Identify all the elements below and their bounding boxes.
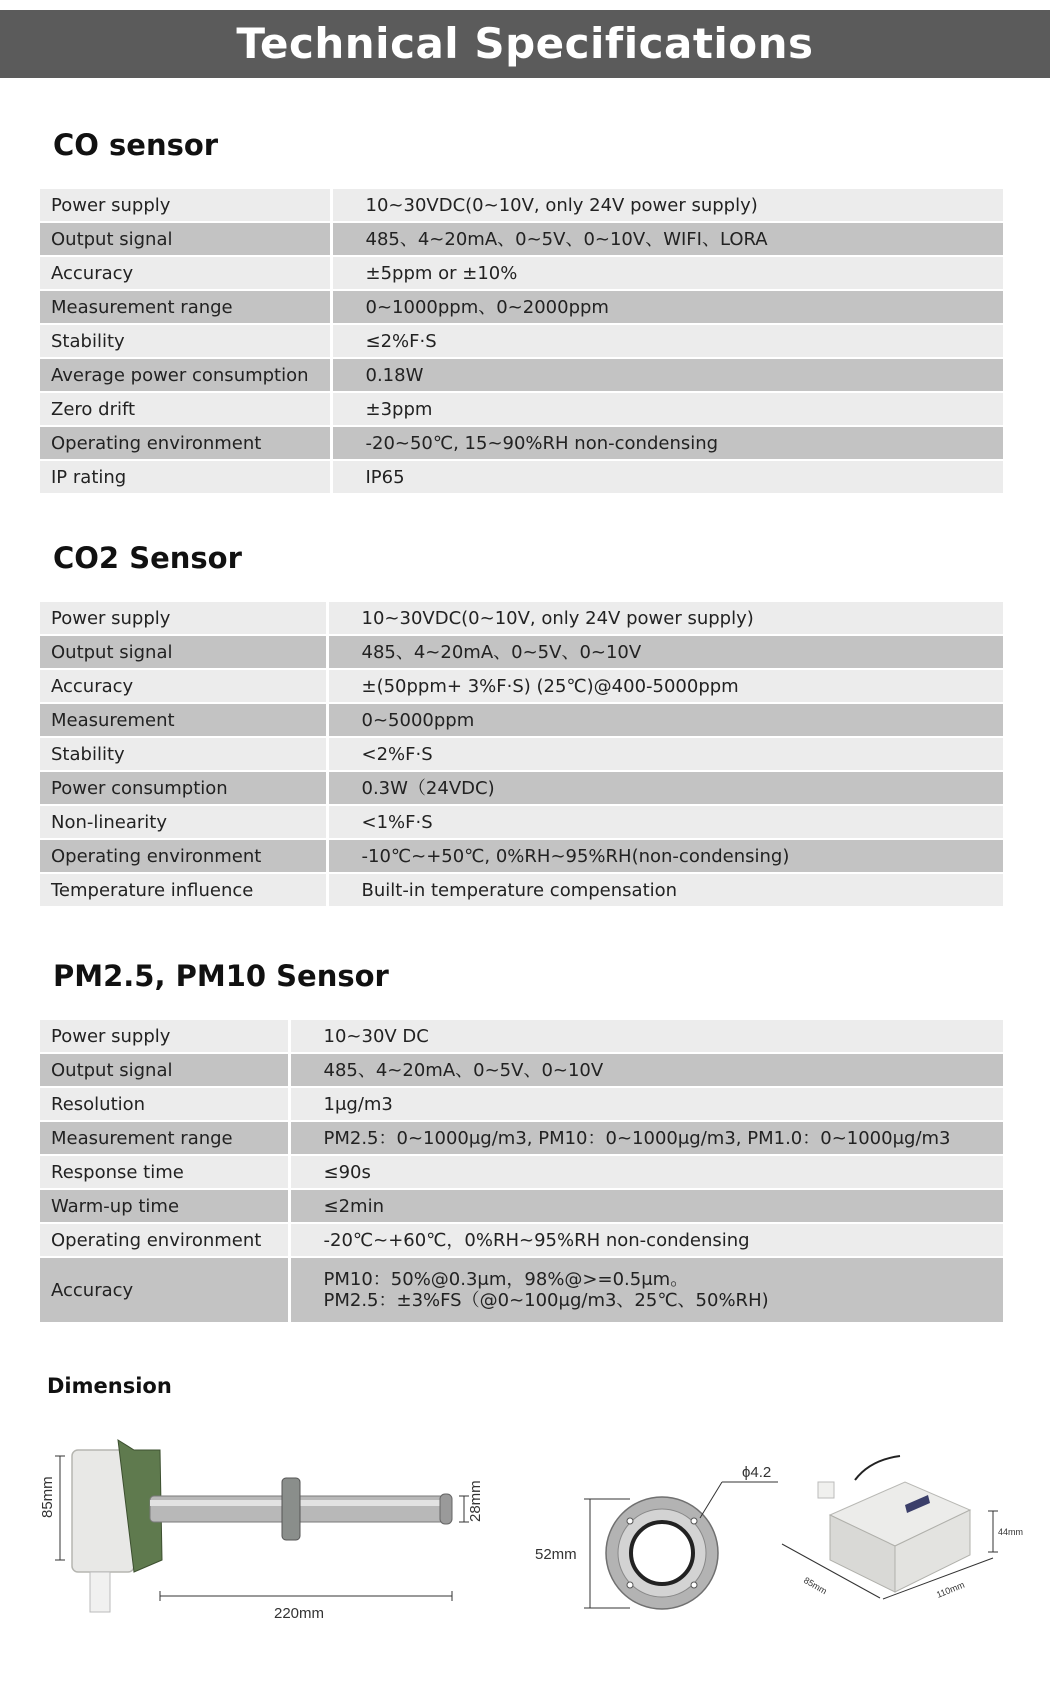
spec-key: Stability (40, 737, 327, 771)
spec-key: Average power consumption (40, 358, 331, 392)
flange-hole-label: ϕ4.2 (742, 1464, 772, 1481)
spec-value: PM2.5：0~1000μg/m3, PM10：0~1000μg/m3, PM1.0：0~1000μg/m3 (289, 1121, 1003, 1155)
dimension-drawings (0, 1420, 1050, 1690)
spec-key: Operating environment (40, 1223, 289, 1257)
spec-value: -20℃~+60℃，0%RH~95%RH non-condensing (289, 1223, 1003, 1257)
spec-value: 10~30V DC (289, 1020, 1003, 1053)
table-row (40, 805, 1003, 839)
spec-key: Output signal (40, 635, 327, 669)
probe-height-label: 85mm (39, 1476, 56, 1518)
box-depth-label: 85mm (802, 1575, 829, 1597)
spec-value: -20~50℃, 15~90%RH non-condensing (331, 426, 1003, 460)
spec-key: IP rating (40, 460, 331, 494)
box-drawing (782, 1456, 1023, 1600)
spec-value: 485、4~20mA、0~5V、0~10V、WIFI、LORA (331, 222, 1003, 256)
spec-value: 1μg/m3 (289, 1087, 1003, 1121)
table-row (40, 635, 1003, 669)
dimension-title: Dimension (47, 1374, 172, 1398)
spec-key: Non-linearity (40, 805, 327, 839)
table-row (40, 602, 1003, 635)
spec-value: 0.3W（24VDC) (327, 771, 1003, 805)
spec-value: 10~30VDC(0~10V, only 24V power supply) (331, 189, 1003, 222)
probe-diameter-label: 28mm (467, 1480, 484, 1522)
table-row (40, 290, 1003, 324)
table-row (40, 839, 1003, 873)
spec-key: Accuracy (40, 669, 327, 703)
spec-value: ±5ppm or ±10% (331, 256, 1003, 290)
spec-key: Power supply (40, 189, 331, 222)
spec-value: ±3ppm (331, 392, 1003, 426)
co-section-title: CO sensor (53, 128, 219, 162)
table-row (40, 737, 1003, 771)
spec-key: Measurement (40, 703, 327, 737)
spec-value: 10~30VDC(0~10V, only 24V power supply) (327, 602, 1003, 635)
table-row (40, 1053, 1003, 1087)
spec-value: 485、4~20mA、0~5V、0~10V (327, 635, 1003, 669)
spec-key: Temperature influence (40, 873, 327, 907)
table-row (40, 426, 1003, 460)
spec-key: Operating environment (40, 839, 327, 873)
box-width-label: 110mm (935, 1579, 966, 1600)
spec-key: Warm-up time (40, 1189, 289, 1223)
spec-value: Built-in temperature compensation (327, 873, 1003, 907)
table-row (40, 256, 1003, 290)
table-row (40, 1155, 1003, 1189)
flange-drawing (535, 1464, 778, 1609)
table-row (40, 1020, 1003, 1053)
spec-value: ≤90s (289, 1155, 1003, 1189)
co2-section-title: CO2 Sensor (53, 541, 242, 575)
table-row (40, 222, 1003, 256)
table-row (40, 771, 1003, 805)
table-row (40, 189, 1003, 222)
spec-key: Measurement range (40, 1121, 289, 1155)
spec-key: Response time (40, 1155, 289, 1189)
spec-value: 0~1000ppm、0~2000ppm (331, 290, 1003, 324)
spec-key: Output signal (40, 1053, 289, 1087)
pm-spec-table (40, 1020, 1003, 1324)
table-row (40, 392, 1003, 426)
table-row (40, 1189, 1003, 1223)
pm-section-title: PM2.5, PM10 Sensor (53, 959, 389, 993)
spec-key: Power consumption (40, 771, 327, 805)
table-row (40, 669, 1003, 703)
table-row (40, 1223, 1003, 1257)
spec-key: Measurement range (40, 290, 331, 324)
spec-value: ≤2min (289, 1189, 1003, 1223)
table-row (40, 460, 1003, 494)
spec-key: Output signal (40, 222, 331, 256)
table-row (40, 1257, 1003, 1323)
accuracy-line-2: PM2.5：±3%FS（@0~100μg/m3、25℃、50%RH) (323, 1290, 769, 1311)
table-row (40, 1087, 1003, 1121)
flange-diameter-label: 52mm (535, 1546, 577, 1563)
page-title: Technical Specifications (0, 10, 1050, 78)
spec-key: Accuracy (40, 256, 331, 290)
spec-key: Operating environment (40, 426, 331, 460)
table-row (40, 873, 1003, 907)
probe-length-label: 220mm (274, 1605, 325, 1622)
table-row (40, 324, 1003, 358)
spec-value: <2%F·S (327, 737, 1003, 771)
probe-drawing (39, 1440, 484, 1622)
table-row (40, 1121, 1003, 1155)
spec-value: 0~5000ppm (327, 703, 1003, 737)
spec-value: <1%F·S (327, 805, 1003, 839)
box-height-label: 44mm (998, 1527, 1024, 1537)
spec-key: Zero drift (40, 392, 331, 426)
spec-key: Stability (40, 324, 331, 358)
spec-key: Resolution (40, 1087, 289, 1121)
spec-value: ±(50ppm+ 3%F·S) (25℃)@400-5000ppm (327, 669, 1003, 703)
spec-value: IP65 (331, 460, 1003, 494)
spec-value: ≤2%F·S (331, 324, 1003, 358)
spec-key: Power supply (40, 1020, 289, 1053)
spec-value: 485、4~20mA、0~5V、0~10V (289, 1053, 1003, 1087)
probe-flange (282, 1478, 300, 1540)
co2-spec-table (40, 602, 1003, 908)
spec-value: 0.18W (331, 358, 1003, 392)
spec-key: Power supply (40, 602, 327, 635)
spec-key: Accuracy (40, 1257, 289, 1323)
accuracy-line-1: PM10：50%@0.3μm，98%@>=0.5μm。 (323, 1269, 689, 1290)
spec-value: -10℃~+50℃, 0%RH~95%RH(non-condensing) (327, 839, 1003, 873)
spec-value (289, 1257, 1003, 1323)
table-row (40, 703, 1003, 737)
table-row (40, 358, 1003, 392)
co-spec-table (40, 189, 1003, 495)
